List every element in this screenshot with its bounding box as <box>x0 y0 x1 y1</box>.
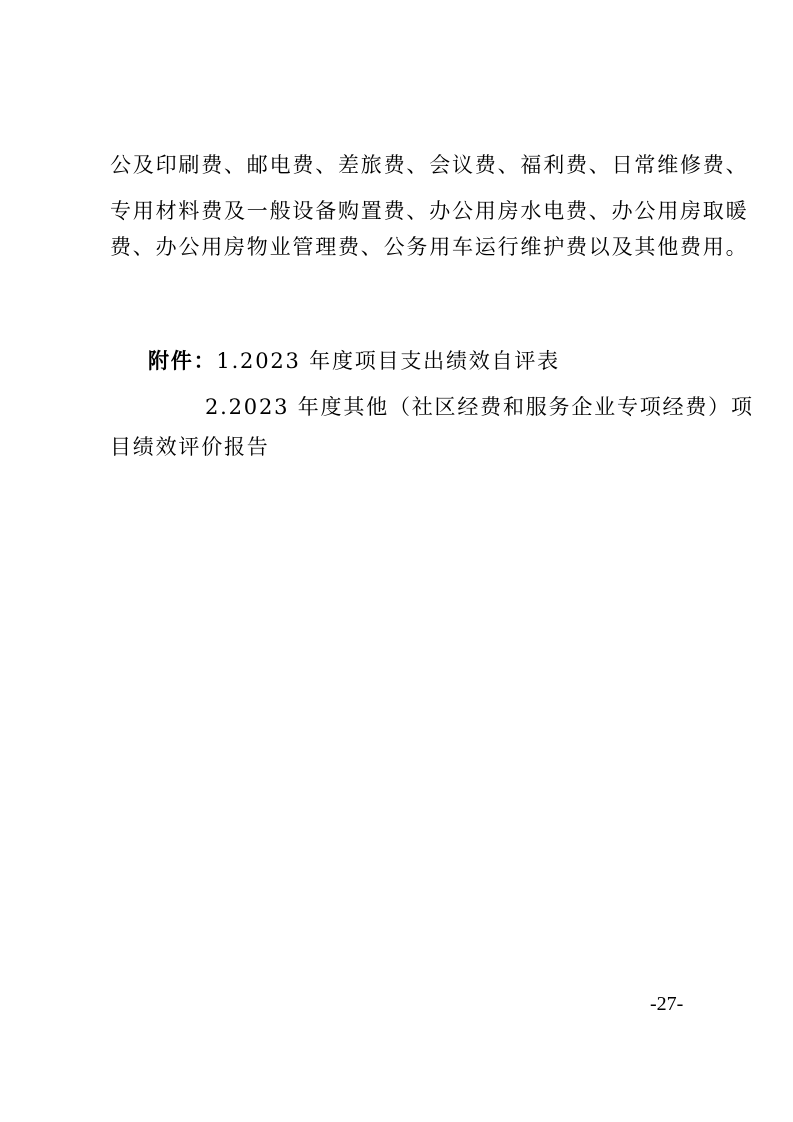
page-number: -27- <box>650 993 684 1015</box>
body-text-line-2: 专用材料费及一般设备购置费、办公用房水电费、办公用房取暖 <box>110 199 749 223</box>
attachment-label: 附件： <box>148 349 217 373</box>
attachment-item-1 <box>148 346 560 376</box>
body-text-line-3: 费、办公用房物业管理费、公务用车运行维护费以及其他费用。 <box>110 235 749 259</box>
attachment-item-2-line-1: 2.2023 年度其他（社区经费和服务企业专项经费）项 <box>205 395 754 419</box>
body-text-line-1: 公及印刷费、邮电费、差旅费、会议费、福利费、日常维修费、 <box>110 153 749 177</box>
attachment-item-2-line-2: 目绩效评价报告 <box>110 435 270 459</box>
attachment-item-1-text: 1.2023 年度项目支出绩效自评表 <box>216 349 560 373</box>
